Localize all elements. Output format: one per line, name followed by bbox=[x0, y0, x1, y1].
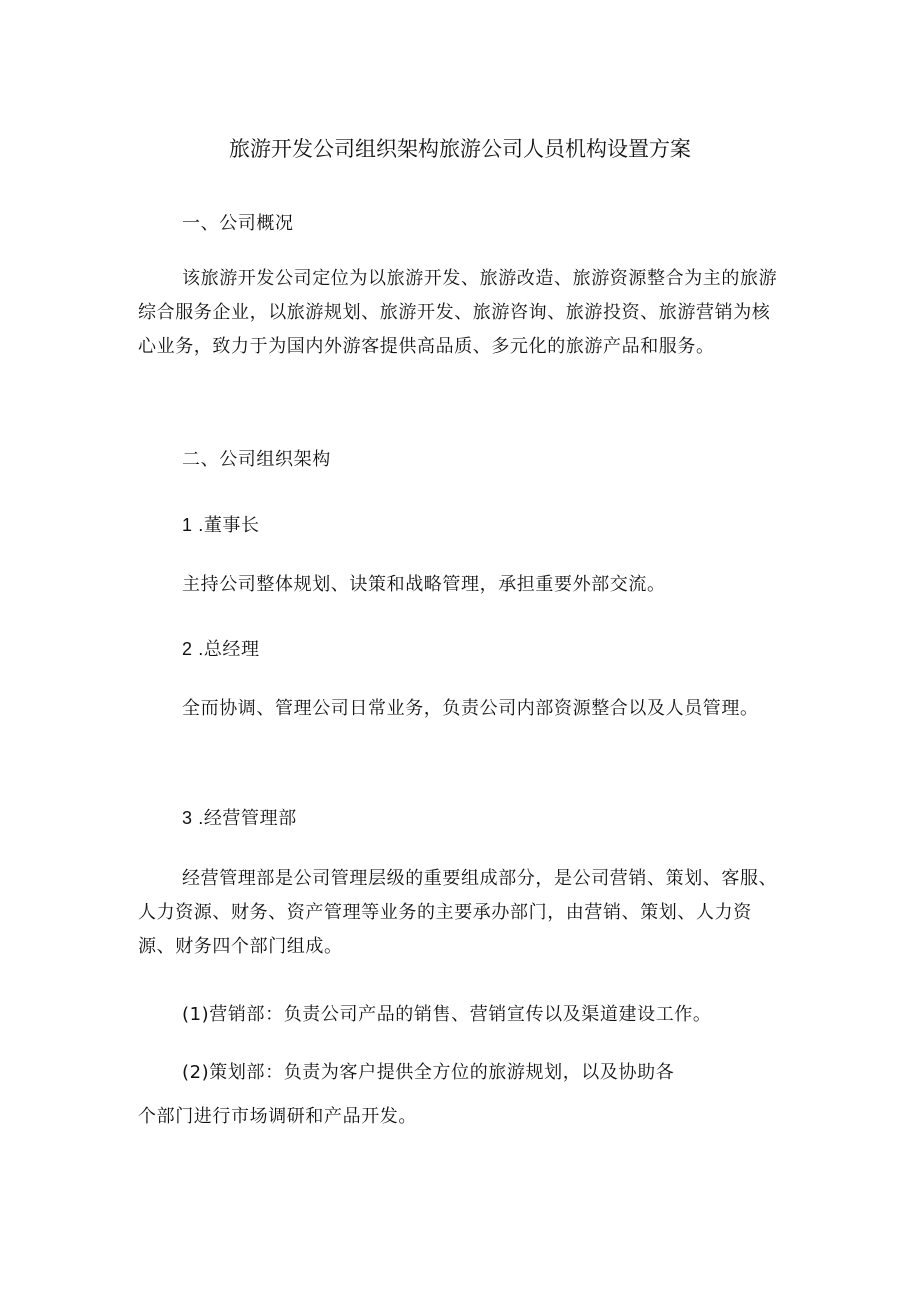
section-heading-overview: 一、公司概况 bbox=[182, 213, 294, 234]
operations-dept-description: 经营管理部是公司管理层级的重要组成部分，是公司营销、策划、客服、人力资源、财务、资产管理等业务的主要承办部门，由营销、策划、人力资源、财务四个部门组成。 bbox=[138, 868, 778, 957]
overview-paragraph: 该旅游开发公司定位为以旅游开发、旅游改造、旅游资源整合为主的旅游综合服务企业，以旅游规划、旅游开发、旅游咨询、旅游投资、旅游营销为核心业务，致力于为国内外游客提供高品质、多元化的旅游产品和服务。 bbox=[138, 268, 778, 357]
section-heading-structure: 二、公司组织架构 bbox=[182, 449, 331, 470]
item-heading-operations-dept: 3 .经营管理部 bbox=[182, 808, 297, 828]
document-title: 旅游开发公司组织架构旅游公司人员机构设置方案 bbox=[229, 137, 691, 161]
sub-item-marketing: (1)营销部：负责公司产品的销售、营销宣传以及渠道建设工作。 bbox=[182, 1004, 712, 1025]
sub-item-planning-line1: (2)策划部：负责为客户提供全方位的旅游规划，以及协助各 bbox=[182, 1062, 675, 1083]
general-manager-description: 全而协调、管理公司日常业务，负责公司内部资源整合以及人员管理。 bbox=[182, 698, 759, 719]
item-heading-chairman: 1 .董事长 bbox=[182, 515, 260, 535]
chairman-description: 主持公司整体规划、诀策和战略管理，承担重要外部交流。 bbox=[182, 574, 666, 595]
item-heading-general-manager: 2 .总经理 bbox=[182, 639, 260, 659]
sub-item-planning-line2: 个部门进行市场调研和产品开发。 bbox=[138, 1106, 417, 1127]
